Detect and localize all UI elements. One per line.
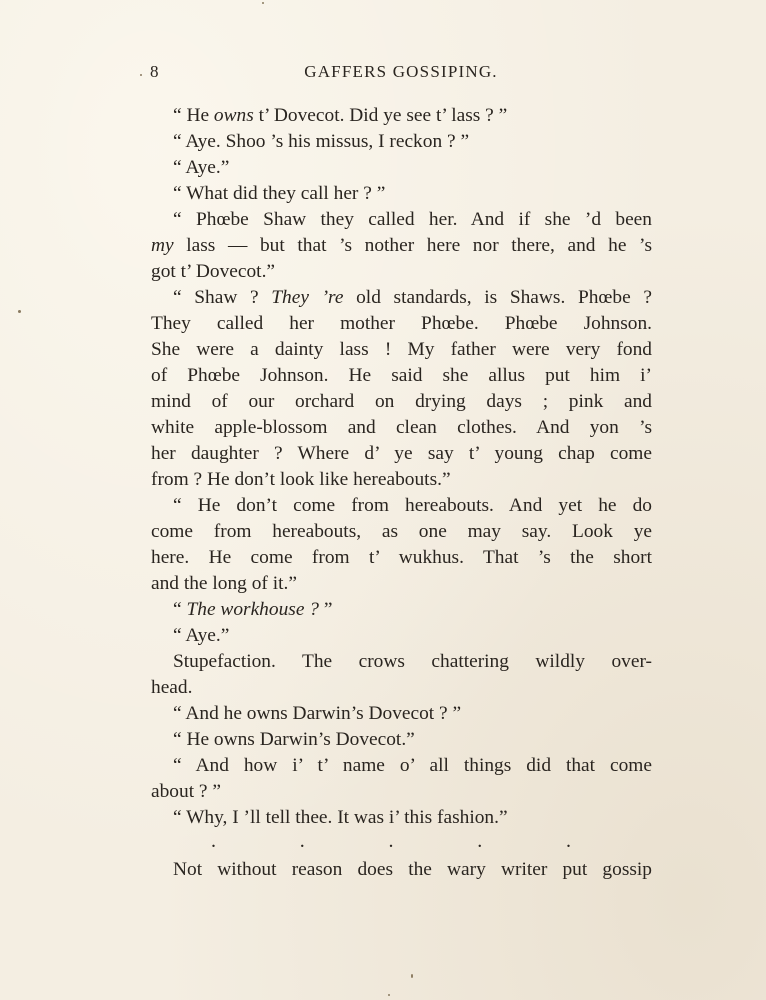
body-text xyxy=(151,103,652,883)
text-span: ” xyxy=(318,599,333,620)
text-line: from ? He don’t look like hereabouts.” xyxy=(151,469,451,490)
paper-speck xyxy=(388,994,390,996)
text-line xyxy=(151,597,652,623)
text-line xyxy=(151,233,652,259)
ellipsis-dot: . xyxy=(477,830,483,852)
text-line: “ Why, I ’ll tell thee. It was i’ this fashion.” xyxy=(173,807,508,828)
ellipsis-dot: . xyxy=(388,830,394,852)
text-span: “ xyxy=(173,599,187,620)
text-line: She were a dainty lass ! My father were very fond xyxy=(151,339,652,360)
page-header xyxy=(150,62,652,88)
text-line: “ Phœbe Shaw they called her. And if she ’d been xyxy=(173,209,652,230)
text-line: mind of our orchard on drying days ; pink and xyxy=(151,391,652,412)
text-span: old standards, is Shaws. Phœbe ? xyxy=(343,287,652,308)
text-line: head. xyxy=(151,677,193,698)
italic-span: owns xyxy=(213,105,254,126)
ellipsis-dot: . xyxy=(566,830,571,852)
text-line: They called her mother Phœbe. Phœbe Johnson. xyxy=(151,313,652,334)
text-line: “ He owns Darwin’s Dovecot.” xyxy=(173,729,415,750)
text-line: here. He come from t’ wukhus. That ’s the short xyxy=(151,547,652,568)
italic-span: The workhouse ? xyxy=(186,599,319,620)
page-number: 8 xyxy=(150,62,160,81)
paper-speck xyxy=(140,74,142,76)
text-line: her daughter ? Where d’ ye say t’ young chap come xyxy=(151,443,652,464)
text-line: “ Aye.” xyxy=(173,157,230,178)
section-break-dots xyxy=(211,831,571,857)
italic-span: my xyxy=(151,235,174,256)
text-line: “ Aye. Shoo ’s his missus, I reckon ? ” xyxy=(173,131,470,152)
text-line: Not without reason does the wary writer put gossip xyxy=(173,859,652,880)
text-line: “ What did they call her ? ” xyxy=(173,183,386,204)
paper-speck xyxy=(262,2,264,4)
text-line: “ And he owns Darwin’s Dovecot ? ” xyxy=(173,703,462,724)
running-head: GAFFERS GOSSIPING. xyxy=(304,62,498,81)
text-line: of Phœbe Johnson. He said she allus put him i’ xyxy=(151,365,652,386)
text-line: got t’ Dovecot.” xyxy=(151,261,276,282)
text-span: “ Shaw ? xyxy=(173,287,272,308)
text-line: about ? ” xyxy=(151,781,221,802)
text-line xyxy=(151,285,652,311)
italic-span: They ’re xyxy=(271,287,344,308)
text-line xyxy=(151,103,652,129)
ellipsis-dot: . xyxy=(211,830,216,852)
text-span: lass — but that ’s nother here nor there, and he ’s xyxy=(173,235,652,256)
text-line: Stupefaction. The crows chattering wildly over- xyxy=(173,651,652,672)
text-line: “ And how i’ t’ name o’ all things did that come xyxy=(173,755,652,776)
text-span: t’ Dovecot. Did ye see t’ lass ? ” xyxy=(253,105,508,126)
text-line: white apple-blossom and clean clothes. And yon ’s xyxy=(151,417,652,438)
text-line: come from hereabouts, as one may say. Look ye xyxy=(151,521,652,542)
ellipsis-dot: . xyxy=(299,830,305,852)
text-line: and the long of it.” xyxy=(151,573,297,594)
text-line: “ He don’t come from hereabouts. And yet he do xyxy=(173,495,652,516)
text-line: “ Aye.” xyxy=(173,625,230,646)
paper-speck xyxy=(411,974,413,978)
text-span: “ He xyxy=(173,105,214,126)
paper-speck xyxy=(18,310,21,313)
